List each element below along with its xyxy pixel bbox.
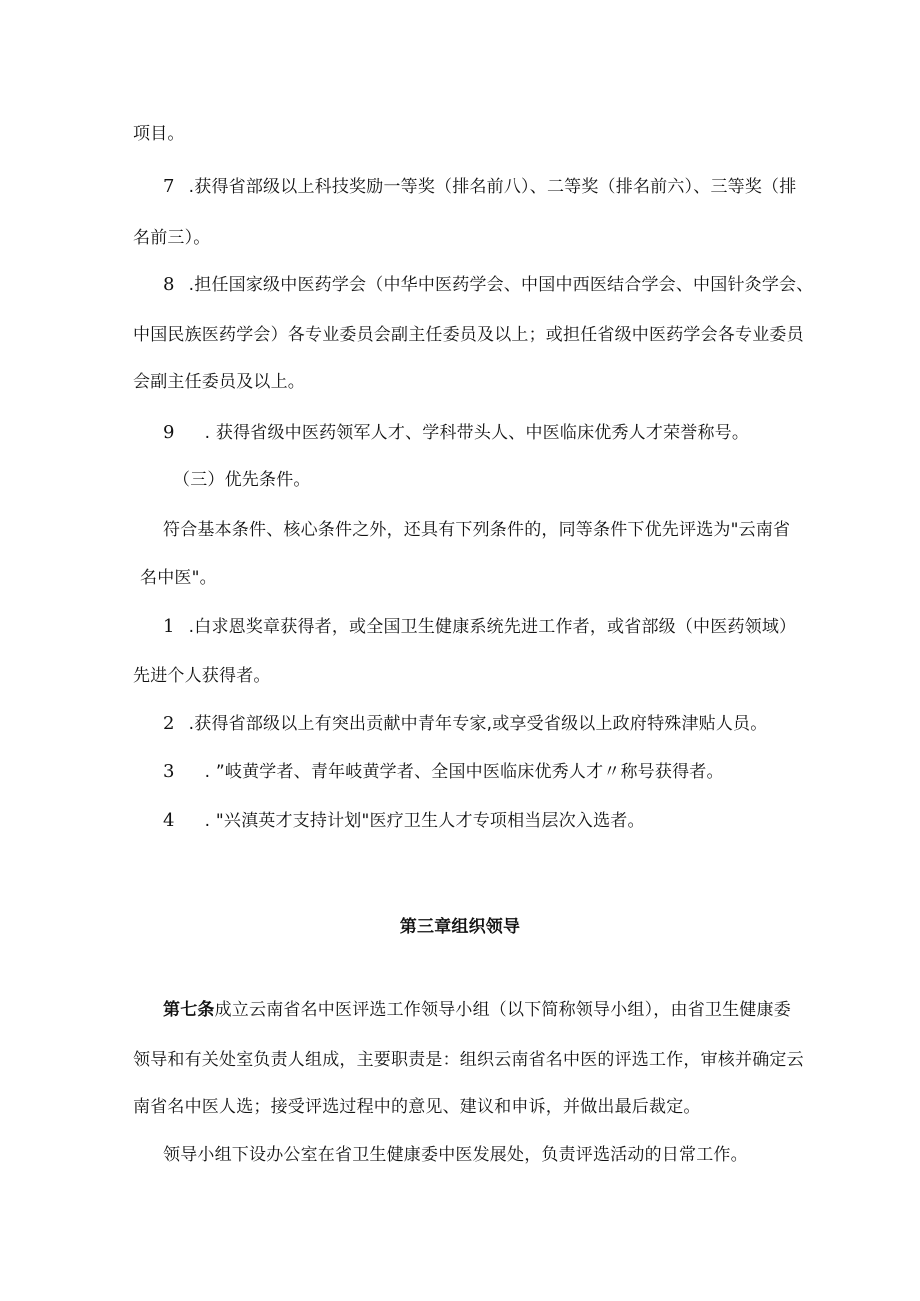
item-text: .担任国家级中医药学会（中华中医药学会、中国中西医结合学会、中国针灸学会、 <box>188 275 814 295</box>
paragraph-line <box>133 372 305 392</box>
list-item-2 <box>163 714 767 734</box>
item-text: . ”岐黄学者、青年岐黄学者、全国中医临床优秀人才〃称号获得者。 <box>204 762 724 782</box>
line-text: 中国民族医药学会）各专业委员会副主任委员及以上；或担任省级中医药学会各专业委员 <box>133 325 804 345</box>
list-item-8 <box>163 275 813 295</box>
paragraph-line <box>163 1145 748 1165</box>
line-text: 领导和有关处室负责人组成，主要职责是：组织云南省名中医的评选工作，审核并确定云 <box>133 1050 804 1070</box>
paragraph-line <box>163 520 790 540</box>
item-text: . 获得省级中医药领军人才、学科带头人、中医临床优秀人才荣誉称号。 <box>204 423 750 443</box>
line-text: 会副主任委员及以上。 <box>133 372 305 392</box>
line-text: （三）优先条件。 <box>173 470 311 490</box>
paragraph-line <box>133 1050 804 1070</box>
list-item-7 <box>163 177 796 197</box>
list-item-4 <box>163 811 645 831</box>
article-7-line <box>163 1000 791 1020</box>
line-text: 南省名中医人选；接受评选过程中的意见、建议和申诉，并做出最后裁定。 <box>133 1097 701 1117</box>
line-text: 名前三）。 <box>133 228 211 248</box>
item-text: .白求恩奖章获得者，或全国卫生健康系统先进工作者，或省部级（中医药领域） <box>188 617 797 637</box>
article-label: 第七条 <box>163 1000 215 1020</box>
line-text: 领导小组下设办公室在省卫生健康委中医发展处，负责评选活动的日常工作。 <box>163 1145 748 1165</box>
paragraph-line <box>133 228 211 248</box>
chapter-title: 第三章组织领导 <box>399 917 521 937</box>
item-text: . "兴滇英才支持计划"医疗卫生人才专项相当层次入选者。 <box>204 811 645 831</box>
list-item-9 <box>163 423 749 443</box>
item-number: 4 <box>163 810 175 831</box>
line-text: 符合基本条件、核心条件之外，还具有下列条件的，同等条件下优先评选为"云南省 <box>163 520 791 540</box>
item-number: 9 <box>163 422 175 443</box>
line-text: 名中医"。 <box>140 568 217 588</box>
line-text: 先进个人获得者。 <box>133 666 271 686</box>
item-number: 3 <box>163 761 175 782</box>
list-item-3 <box>163 762 724 782</box>
list-item-1 <box>163 617 796 637</box>
line-text: 项目。 <box>133 124 185 144</box>
item-number: 2 <box>163 713 175 734</box>
section-heading <box>173 470 311 490</box>
line-text: 成立云南省名中医评选工作领导小组（以下简称领导小组），由省卫生健康委 <box>214 1000 791 1020</box>
item-number: 8 <box>163 274 175 295</box>
paragraph-line <box>133 666 271 686</box>
paragraph-line <box>133 124 185 144</box>
paragraph-line <box>140 568 217 588</box>
item-number: 7 <box>163 176 175 197</box>
item-text: .获得省部级以上有突出贡献中青年专家,或享受省级以上政府特殊津贴人员。 <box>188 714 768 734</box>
item-text: .获得省部级以上科技奖励一等奖（排名前八）、二等奖（排名前六）、三等奖（排 <box>188 177 797 197</box>
item-number: 1 <box>163 616 175 637</box>
paragraph-line <box>133 1097 701 1117</box>
paragraph-line <box>133 325 804 345</box>
